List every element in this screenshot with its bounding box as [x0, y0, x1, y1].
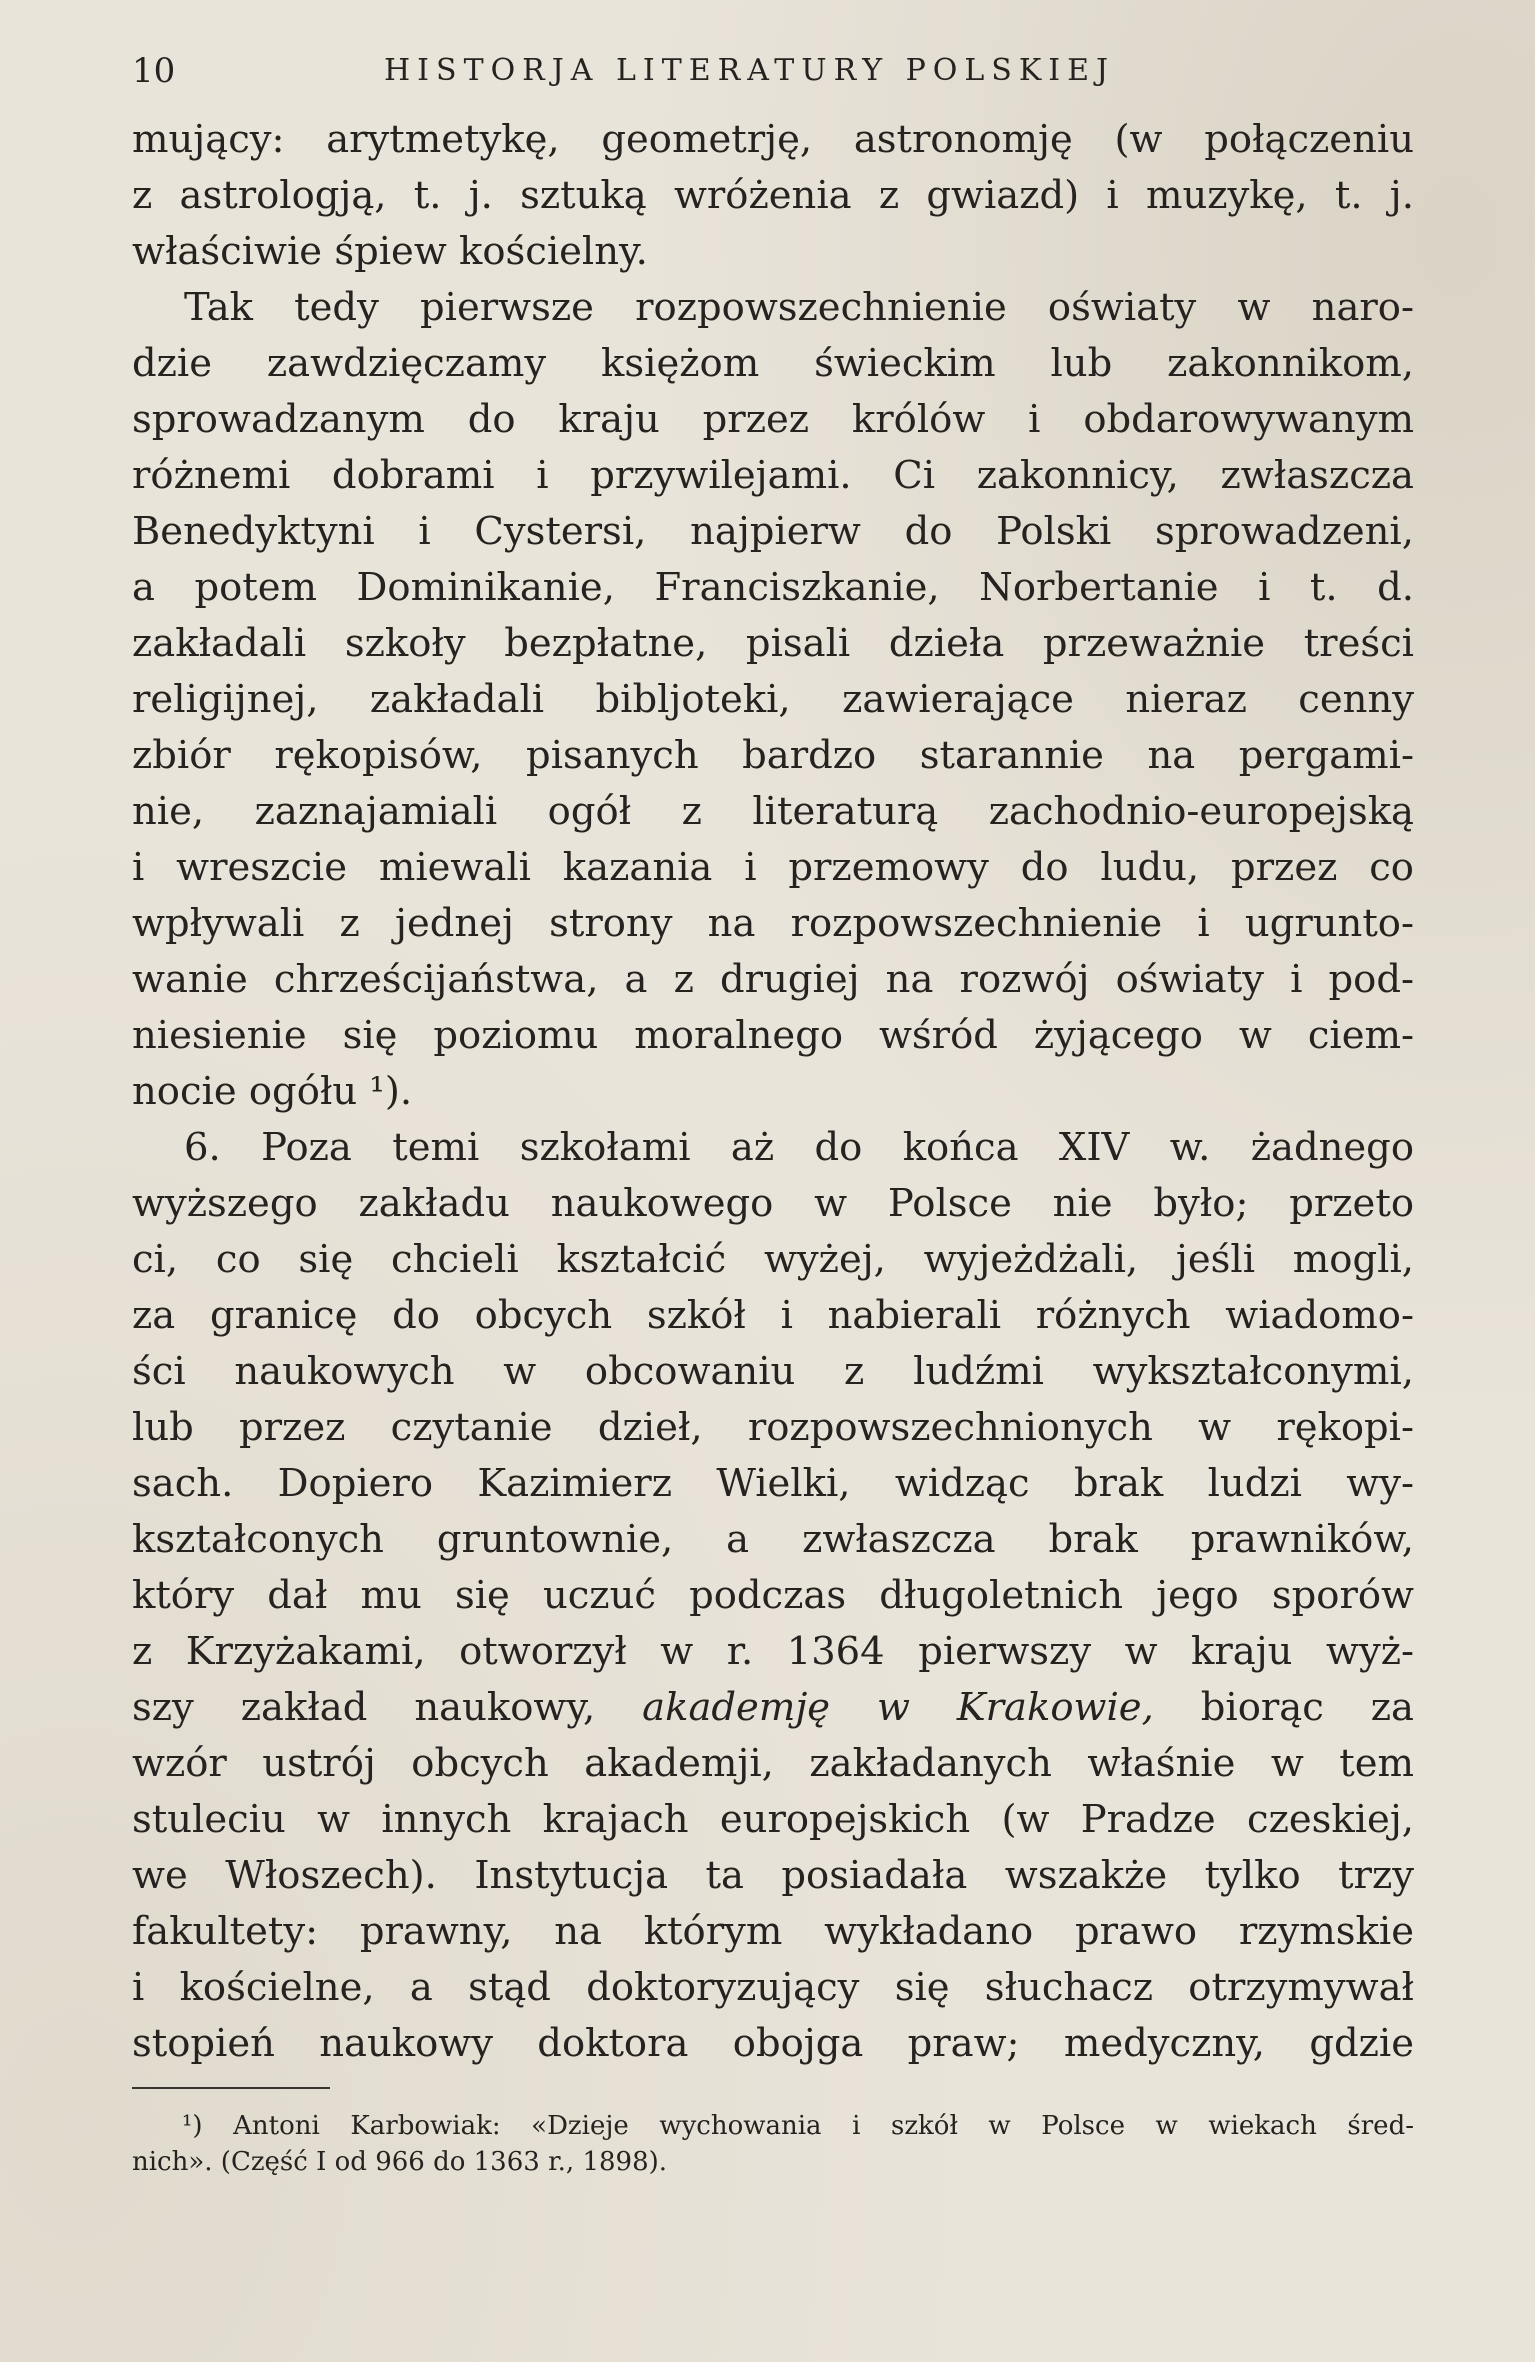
- text-line: sprowadzanym do kraju przez królów i obdarowywanym: [132, 397, 1414, 442]
- line-segment: biorąc za: [1153, 1685, 1414, 1730]
- text-line: ci, co się chcieli kształcić wyżej, wyjeżdżali, jeśli mogli,: [132, 1237, 1414, 1282]
- footnote-line: nich». (Część I od 966 do 1363 r., 1898).: [132, 2147, 668, 2177]
- text-line: lub przez czytanie dzieł, rozpowszechnionych w rękopi-: [132, 1405, 1414, 1450]
- text-line: kształconych gruntownie, a zwłaszcza brak prawników,: [132, 1517, 1414, 1562]
- page-number: 10: [132, 51, 176, 91]
- text-line: nie, zaznajamiali ogół z literaturą zachodnio-europejską: [132, 789, 1414, 834]
- body-text: [132, 112, 1414, 2072]
- text-line: ści naukowych w obcowaniu z ludźmi wykształconymi,: [132, 1349, 1414, 1394]
- italic-phrase: akademję w Krakowie,: [642, 1685, 1154, 1730]
- footnote-line: ¹) Antoni Karbowiak: «Dzieje wychowania i szkół w Polsce w wiekach śred-: [182, 2111, 1414, 2141]
- text-line: wanie chrześcijaństwa, a z drugiej na rozwój oświaty i pod-: [132, 957, 1414, 1002]
- text-line: nocie ogółu ¹).: [132, 1069, 413, 1114]
- text-line: za granicę do obcych szkół i nabierali różnych wiadomo-: [132, 1293, 1414, 1338]
- text-line: z astrologją, t. j. sztuką wróżenia z gwiazd) i muzykę, t. j.: [132, 173, 1414, 218]
- text-line: 6. Poza temi szkołami aż do końca XIV w. żadnego: [184, 1125, 1414, 1170]
- text-line: zakładali szkoły bezpłatne, pisali dzieła przeważnie treści: [132, 621, 1414, 666]
- running-head: [132, 46, 1422, 96]
- text-line: Benedyktyni i Cystersi, najpierw do Polski sprowadzeni,: [132, 509, 1414, 554]
- text-line: religijnej, zakładali bibljoteki, zawierające nieraz cenny: [132, 677, 1414, 722]
- text-line: stopień naukowy doktora obojga praw; medyczny, gdzie: [132, 2021, 1414, 2066]
- text-line: i kościelne, a stąd doktoryzujący się słuchacz otrzymywał: [132, 1965, 1414, 2010]
- text-line: różnemi dobrami i przywilejami. Ci zakonnicy, zwłaszcza: [132, 453, 1414, 498]
- text-line: sach. Dopiero Kazimierz Wielki, widząc brak ludzi wy-: [132, 1461, 1414, 1506]
- text-line: zbiór rękopisów, pisanych bardzo starannie na pergami-: [132, 733, 1414, 778]
- running-title: HISTORJA LITERATURY POLSKIEJ: [384, 53, 1116, 88]
- text-line: wpływali z jednej strony na rozpowszechnienie i ugrunto-: [132, 901, 1414, 946]
- text-line: dzie zawdzięczamy księżom świeckim lub zakonnikom,: [132, 341, 1414, 386]
- text-line: właściwie śpiew kościelny.: [132, 229, 648, 274]
- text-line: stuleciu w innych krajach europejskich (w Pradze czeskiej,: [132, 1797, 1414, 1842]
- text-line-mixed: [132, 1680, 1414, 1736]
- text-line: Tak tedy pierwsze rozpowszechnienie oświaty w naro-: [184, 285, 1414, 330]
- text-line: i wreszcie miewali kazania i przemowy do ludu, przez co: [132, 845, 1414, 890]
- text-line: wzór ustrój obcych akademji, zakładanych właśnie w tem: [132, 1741, 1414, 1786]
- footnotes: [132, 2108, 1414, 2180]
- line-segment: szy zakład naukowy,: [132, 1685, 643, 1730]
- text-line: fakultety: prawny, na którym wykładano prawo rzymskie: [132, 1909, 1414, 1954]
- footnote-rule: [132, 2087, 330, 2089]
- text-line: który dał mu się uczuć podczas długoletnich jego sporów: [132, 1573, 1414, 1618]
- text-line: niesienie się poziomu moralnego wśród żyjącego w ciem-: [132, 1013, 1414, 1058]
- text-line: a potem Dominikanie, Franciszkanie, Norbertanie i t. d.: [132, 565, 1414, 610]
- text-line: we Włoszech). Instytucja ta posiadała wszakże tylko trzy: [132, 1853, 1414, 1898]
- text-line: mujący: arytmetykę, geometrję, astronomję (w połączeniu: [132, 117, 1414, 162]
- text-line: wyższego zakładu naukowego w Polsce nie było; przeto: [132, 1181, 1414, 1226]
- text-line: z Krzyżakami, otworzył w r. 1364 pierwszy w kraju wyż-: [132, 1629, 1414, 1674]
